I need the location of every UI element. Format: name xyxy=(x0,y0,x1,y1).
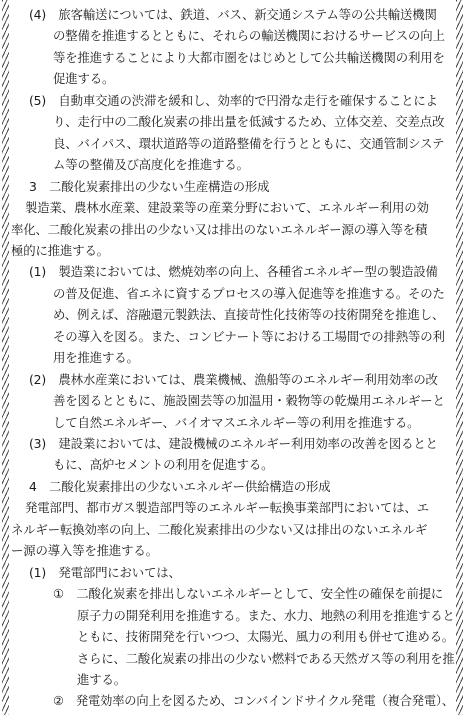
text-line: 促進する。 xyxy=(53,71,115,87)
text-line: ともに、技術開発を行いつつ、太陽光、風力の利用も併せて進める。 xyxy=(77,629,455,645)
text-line: 3 二酸化炭素排出の少ない生産構造の形成 xyxy=(29,178,270,194)
text-line: 善を図るとともに、施設園芸等の加温用・穀物等の乾燥用エネルギーと xyxy=(53,393,445,409)
text-line: 発電部門、都市ガス製造部門等のエネルギー転換事業部門においては、エ xyxy=(25,500,429,516)
text-line: (2) 農林水産業においては、農業機械、漁船等のエネルギー利用効率の改 xyxy=(29,371,438,387)
text-line: 4 二酸化炭素排出の少ないエネルギー供給構造の形成 xyxy=(29,478,331,494)
text-line: り、走行中の二酸化炭素の排出量を低減するため、立体交差、交差点改 xyxy=(53,114,445,130)
text-line: その導入を図る。また、コンビナート等における工場間での排熱等の利 xyxy=(53,328,445,344)
text-line: 製造業、農林水産業、建設業等の産業分野において、エネルギー利用の効 xyxy=(25,200,429,216)
text-line: 等を推進することにより大都市圏をはじめとして公共輸送機関の利用を xyxy=(53,49,445,65)
text-line: さらに、二酸化炭素の排出の少ない燃料である天然ガス等の利用を推 xyxy=(77,650,455,666)
text-line: して自然エネルギー、バイオマスエネルギー等の利用を推進する。 xyxy=(53,414,420,430)
text-line: め、例えば、溶融還元製鉄法、直接苛性化技術等の技術開発を推進し、 xyxy=(53,307,445,323)
text-line: ① 二酸化炭素を排出しないエネルギーとして、安全性の確保を前提に xyxy=(53,586,444,602)
text-line: 良、バイパス、環状道路等の道路整備を行うとともに、交通管制システ xyxy=(53,135,445,151)
text-line: ② 発電効率の向上を図るため、コンバインドサイクル発電（複合発電）、 xyxy=(53,693,454,709)
text-line: 進する。 xyxy=(77,671,126,687)
text-line: の普及促進、省エネに資するプロセスの導入促進等を推進する。そのた xyxy=(53,285,445,301)
text-line: (1) 発電部門においては、 xyxy=(29,564,181,580)
text-line: 原子力の開発利用を推進する。また、水力、地熱の利用を推進すると xyxy=(77,607,455,623)
text-line: 率化、二酸化炭素の排出の少ない又は排出のないエネルギー源の導入等を積 xyxy=(11,221,428,237)
text-line: ネルギー転換効率の向上、二酸化炭素排出の少ない又は排出のないエネルギ xyxy=(11,521,428,537)
text-line: (1) 製造業においては、燃焼効率の向上、各種省エネルギー型の製造設備 xyxy=(29,264,438,280)
text-line: (5) 自動車交通の渋滞を緩和し、効率的で円滑な走行を確保することによ xyxy=(29,92,438,108)
text-line: 極的に推進する。 xyxy=(11,242,109,258)
text-line: 用を推進する。 xyxy=(53,350,139,366)
left-hatched-border xyxy=(2,0,9,715)
text-line: (3) 建設業においては、建設機械のエネルギー利用効率の改善を図るとと xyxy=(29,436,438,451)
text-line: ー源の導入等を推進する。 xyxy=(11,543,158,559)
text-line: もに、高炉セメントの利用を促進する。 xyxy=(53,457,274,473)
text-line: ム等の整備及び高度化を推進する。 xyxy=(53,157,249,173)
right-hatched-border xyxy=(456,0,463,715)
text-line: (4) 旅客輸送については、鉄道、バス、新交通システム等の公共輸送機関 xyxy=(29,7,437,22)
text-line: の整備を推進するとともに、それらの輸送機関におけるサービスの向上 xyxy=(53,28,445,44)
